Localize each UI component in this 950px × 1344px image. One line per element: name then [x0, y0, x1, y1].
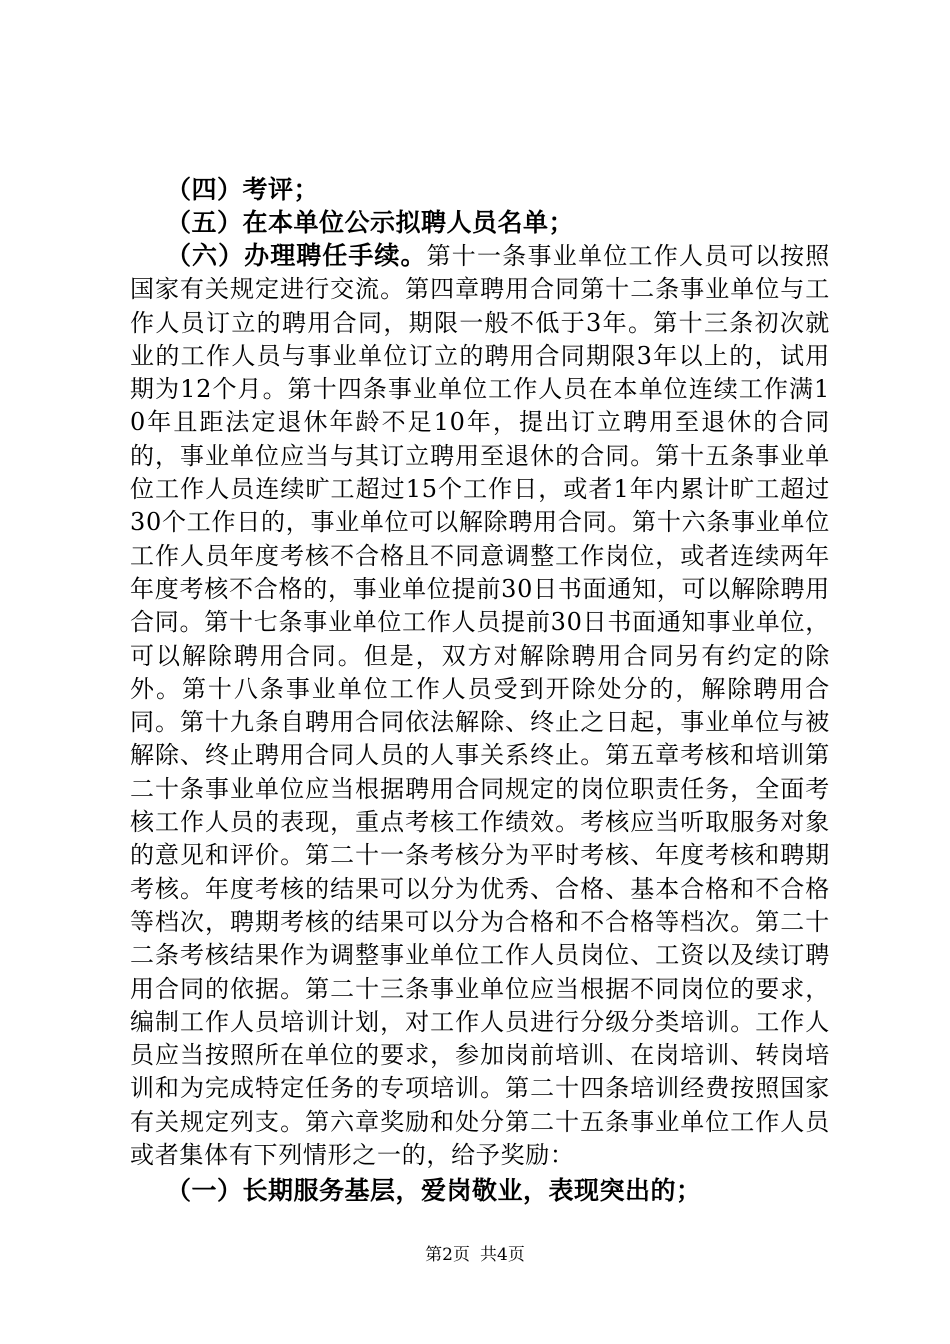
document-content [130, 173, 830, 1207]
list-item-review: （四）考评； [166, 175, 320, 204]
page-total: 共4页 [480, 1245, 525, 1265]
page-footer [0, 1244, 950, 1266]
list-item-publicize: （五）在本单位公示拟聘人员名单； [166, 208, 575, 237]
list-item-reward-one: （一）长期服务基层，爱岗敬业，表现突出的； [166, 1176, 702, 1206]
regulation-paragraph [130, 239, 830, 1172]
paragraph-lead: （六）办理聘任手续。 [166, 241, 427, 270]
page-number: 第2页 [425, 1245, 470, 1265]
paragraph-body: 第十一条事业单位工作人员可以按照国家有关规定进行交流。第四章聘用合同第十二条事业单位与工作人员订立的聘用合同，期限一般不低于3年。第十三条初次就业的工作人员与事业单位订立的聘用合同期限3年以上的，试用期为12个月。第十四条事业单位工作人员在本单位连续工作满10年且距法定退休年龄不足10年，提出订立聘用至退休的合同的，事业单位应当与其订立聘用至退休的合同。第十五条事业单位工作人员连续旷工超过15个工作日，或者1年内累计旷工超过30个工作日的，事业单位可以解除聘用合同。第十六条事业单位工作人员年度考核不合格且不同意调整工作岗位，或者连续两年年度考核不合格的，事业单位提前30日书面通知，可以解除聘用合同。第十七条事业单位工作人员提前30日书面通知事业单位，可以解除聘用合同。但是，双方对解除聘用合同另有约定的除外。第十八条事业单位工作人员受到开除处分的，解除聘用合同。第十九条自聘用合同依法解除、终止之日起，事业单位与被解除、终止聘用合同人员的人事关系终止。第五章考核和培训第二十条事业单位应当根据聘用合同规定的岗位职责任务，全面考核工作人员的表现，重点考核工作绩效。考核应当听取服务对象的意见和评价。第二十一条考核分为平时考核、年度考核和聘期考核。年度考核的结果可以分为优秀、合格、基本合格和不合格等档次，聘期考核的结果可以分为合格和不合格等档次。第二十二条考核结果作为调整事业单位工作人员岗位、工资以及续订聘用合同的依据。第二十三条事业单位应当根据不同岗位的要求，编制工作人员培训计划，对工作人员进行分级分类培训。工作人员应当按照所在单位的要求，参加岗前培训、在岗培训、转岗培训和为完成特定任务的专项培训。第二十四条培训经费按照国家有关规定列支。第六章奖励和处分第二十五条事业单位工作人员或者集体有下列情形之一的，给予奖励： [130, 242, 830, 1170]
